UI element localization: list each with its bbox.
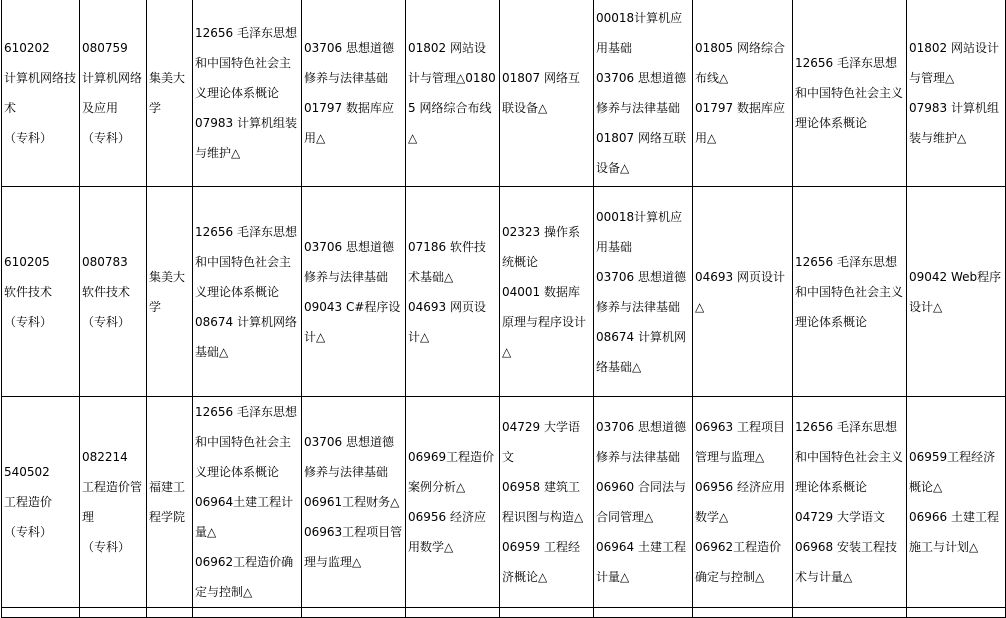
cell-line: 01807 网络互联设备△	[502, 70, 580, 115]
empty-cell	[594, 608, 693, 618]
cell-line: 06956 经济应用数学△	[408, 510, 486, 554]
course-cell	[500, 187, 594, 397]
course-cell	[693, 0, 793, 187]
cell-line: 03706 思想道德修养与法律基础	[596, 420, 686, 464]
cell-line: （专科）	[4, 525, 53, 539]
empty-cell	[406, 608, 500, 618]
cell-line: 02323 操作系统概论	[502, 224, 580, 269]
table-row	[2, 397, 1006, 608]
course-cell	[907, 0, 1006, 187]
course-cell	[406, 397, 500, 608]
course-cell	[793, 187, 907, 397]
course-cell	[193, 397, 302, 608]
cell-line: （专科）	[82, 540, 131, 554]
course-cell	[594, 187, 693, 397]
cell-line: 计算机网络及应用	[82, 70, 143, 115]
course-cell	[594, 0, 693, 187]
cell-line: 610202	[4, 40, 50, 55]
cell-line: 06964 土建工程计量△	[596, 540, 686, 584]
course-cell	[594, 397, 693, 608]
table-row	[2, 0, 1006, 187]
empty-cell	[907, 608, 1006, 618]
course-cell	[907, 397, 1006, 608]
cell-line: 工程造价管理	[82, 480, 143, 524]
cell-line: 12656 毛泽东思想和中国特色社会主义理论体系概论	[195, 224, 297, 299]
cell-line: 12656 毛泽东思想和中国特色社会主义理论体系概论	[195, 405, 297, 479]
cell-line: （专科）	[4, 314, 53, 329]
cell-line: 06959工程经济概论△	[909, 450, 996, 494]
school-cell	[147, 0, 193, 187]
course-cell	[302, 397, 406, 608]
course-cell	[500, 397, 594, 608]
cell-line: 12656 毛泽东思想和中国特色社会主义理论体系概论	[795, 254, 904, 329]
course-cell	[302, 0, 406, 187]
course-cell	[302, 187, 406, 397]
cell-line: 07983 计算机组装与维护△	[195, 115, 297, 160]
cell-line: 540502	[4, 465, 50, 479]
major-code-cell	[2, 187, 80, 397]
cell-line: 软件技术	[4, 284, 53, 299]
cell-line: 工程造价	[4, 495, 53, 509]
cell-line: 09042 Web程序设计△	[909, 269, 1002, 314]
course-cell	[193, 187, 302, 397]
cell-line: 12656 毛泽东思想和中国特色社会主义理论体系概论	[195, 25, 297, 100]
course-cell	[793, 397, 907, 608]
empty-cell	[80, 608, 147, 618]
course-cell	[406, 0, 500, 187]
course-cell	[907, 187, 1006, 397]
cell-line: 07186 软件技术基础△	[408, 239, 486, 284]
cell-line: 03706 思想道德修养与法律基础	[596, 70, 686, 115]
cell-line: 计算机网络技术	[4, 70, 77, 115]
cell-line: （专科）	[82, 314, 131, 329]
table-row-partial	[2, 608, 1006, 618]
exam-major-cell	[80, 0, 147, 187]
cell-line: 08674 计算机网络基础△	[195, 314, 297, 359]
empty-cell	[302, 608, 406, 618]
cell-line: 06958 建筑工程识图与构造△	[502, 480, 584, 524]
school-cell	[147, 397, 193, 608]
school-cell	[147, 187, 193, 397]
cell-line: 00018计算机应用基础	[596, 10, 683, 55]
cell-line: 08674 计算机网络基础△	[596, 329, 686, 374]
cell-line: 06961工程财务△	[304, 495, 400, 509]
cell-line: 福建工程学院	[149, 480, 186, 524]
cell-line: 00018计算机应用基础	[596, 209, 683, 254]
cell-line: 06963 工程项目管理与监理△	[695, 420, 785, 464]
cell-line: 集美大学	[149, 70, 186, 115]
cell-line: 06969工程造价案例分析△	[408, 450, 495, 494]
major-code-cell	[2, 0, 80, 187]
course-cell	[193, 0, 302, 187]
empty-cell	[193, 608, 302, 618]
cell-line: 04729 大学语文	[502, 420, 580, 464]
cell-line: 04001 数据库原理与程序设计△	[502, 284, 587, 359]
cell-line: 06960 合同法与合同管理△	[596, 480, 686, 524]
cell-line: 09043 C#程序设计△	[304, 299, 401, 344]
cell-line: 080759	[82, 40, 128, 55]
exam-major-cell	[80, 187, 147, 397]
cell-line: （专科）	[82, 130, 131, 145]
cell-line: 01797 数据库应用△	[695, 100, 785, 145]
empty-cell	[693, 608, 793, 618]
cell-line: 06962工程造价确定与控制△	[195, 555, 294, 599]
cell-line: 03706 思想道德修养与法律基础	[304, 40, 394, 85]
cell-line: 01807 网络互联设备△	[596, 130, 686, 175]
cell-line: 01805 网络综合布线△	[695, 40, 785, 85]
major-code-cell	[2, 397, 80, 608]
cell-line: 06968 安装工程技术与计量△	[795, 540, 897, 584]
cell-line: 12656 毛泽东思想和中国特色社会主义理论体系概论	[795, 55, 904, 130]
empty-cell	[793, 608, 907, 618]
cell-line: 03706 思想道德修养与法律基础	[304, 239, 394, 284]
exam-plan-table	[1, 0, 1006, 618]
cell-line: 集美大学	[149, 269, 186, 314]
cell-line: 610205	[4, 254, 50, 269]
cell-line: 06959 工程经济概论△	[502, 540, 580, 584]
cell-line: 04693 网页设计△	[695, 269, 785, 314]
cell-line: 04693 网页设计△	[408, 299, 486, 344]
table-row	[2, 187, 1006, 397]
cell-line: （专科）	[4, 130, 53, 145]
course-cell	[693, 397, 793, 608]
course-cell	[793, 0, 907, 187]
cell-line: 06956 经济应用数学△	[695, 480, 785, 524]
cell-line: 01797 数据库应用△	[304, 100, 394, 145]
cell-line: 12656 毛泽东思想和中国特色社会主义理论体系概论	[795, 420, 904, 494]
cell-line: 06966 土建工程施工与计划△	[909, 510, 999, 554]
cell-line: 04729 大学语文	[795, 510, 885, 524]
cell-line: 082214	[82, 450, 128, 464]
cell-line: 07983 计算机组装与维护△	[909, 100, 999, 145]
course-cell	[693, 187, 793, 397]
exam-major-cell	[80, 397, 147, 608]
cell-line: 软件技术	[82, 284, 131, 299]
cell-line: 03706 思想道德修养与法律基础	[596, 269, 686, 314]
cell-line: 03706 思想道德修养与法律基础	[304, 435, 394, 479]
empty-cell	[2, 608, 80, 618]
empty-cell	[500, 608, 594, 618]
course-cell	[500, 0, 594, 187]
cell-line: 06963工程项目管理与监理△	[304, 525, 403, 569]
cell-line: 080783	[82, 254, 128, 269]
empty-cell	[147, 608, 193, 618]
cell-line: 06964土建工程计量△	[195, 495, 294, 539]
cell-line: 01802 网站设计与管理△01805 网络综合布线△	[408, 40, 496, 145]
cell-line: 06962工程造价确定与控制△	[695, 540, 782, 584]
cell-line: 01802 网站设计与管理△	[909, 40, 999, 85]
course-cell	[406, 187, 500, 397]
